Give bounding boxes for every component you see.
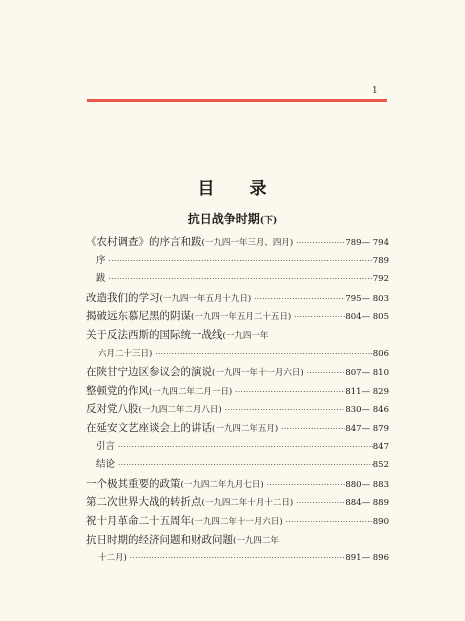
dot-leader bbox=[291, 308, 345, 326]
toc-subentry[interactable] bbox=[86, 438, 389, 457]
toc-entry-date: 十二月) bbox=[98, 553, 127, 564]
dot-leader bbox=[293, 234, 345, 252]
toc-entry-date: (一九四二年十一月六日) bbox=[191, 516, 283, 527]
dot-leader bbox=[152, 345, 372, 364]
dot-leader bbox=[115, 438, 373, 457]
dot-leader bbox=[115, 456, 373, 475]
toc-entry-title: 揭破远东慕尼黑的阴谋 bbox=[86, 310, 191, 323]
toc-entry-date: (一九四二年五月) bbox=[212, 423, 279, 434]
toc-entry-continuation[interactable] bbox=[86, 345, 389, 364]
dot-leader bbox=[127, 549, 346, 568]
dot-leader bbox=[106, 252, 373, 271]
toc-entry-pages: 792 bbox=[372, 274, 389, 285]
toc-entry[interactable] bbox=[86, 512, 389, 531]
dot-leader bbox=[232, 383, 345, 401]
toc-entry-pages: 880— 883 bbox=[345, 479, 389, 490]
toc-entry[interactable] bbox=[86, 419, 389, 438]
toc-entry-title: 序 bbox=[96, 254, 106, 266]
toc-entry[interactable] bbox=[86, 233, 389, 252]
toc-entry-date: (一九四二年二月八日) bbox=[138, 405, 222, 416]
toc-entry-title: 一个极其重要的政策 bbox=[86, 477, 181, 490]
page-title bbox=[0, 174, 465, 199]
dot-leader bbox=[293, 494, 345, 512]
toc-entry-date: (一九四二年十月十二日) bbox=[201, 498, 294, 509]
toc-entry-pages: 890 bbox=[372, 516, 389, 527]
section-title-suffix: (下) bbox=[259, 216, 278, 226]
toc-list bbox=[86, 233, 389, 568]
dot-leader bbox=[251, 290, 345, 308]
toc-entry-pages: 811— 829 bbox=[345, 386, 389, 397]
toc-entry-date: (一九四一年三月、四月) bbox=[201, 238, 294, 248]
toc-entry-pages: 830— 846 bbox=[345, 405, 389, 416]
dot-leader bbox=[283, 513, 373, 531]
toc-entry-title: 引言 bbox=[96, 440, 116, 452]
toc-entry-pages: 884— 889 bbox=[345, 498, 389, 509]
toc-entry[interactable] bbox=[86, 475, 389, 494]
toc-entry-title: 跋 bbox=[96, 273, 106, 285]
section-title bbox=[0, 210, 465, 227]
toc-entry-title: 抗日时期的经济问题和财政问题 bbox=[86, 533, 233, 546]
dot-leader bbox=[264, 476, 346, 494]
header-rule bbox=[87, 99, 387, 102]
toc-entry-pages: 795— 803 bbox=[345, 293, 389, 304]
toc-entry-date: (一九四一年五月十九日) bbox=[159, 293, 252, 304]
toc-entry-pages: 789 bbox=[372, 255, 389, 266]
toc-entry-pages: 847 bbox=[372, 441, 389, 452]
toc-entry-date: (一九四一年五月二十五日) bbox=[191, 312, 292, 323]
toc-entry[interactable] bbox=[86, 307, 389, 326]
toc-entry[interactable] bbox=[86, 493, 389, 512]
title-char-1: 目 bbox=[197, 179, 216, 199]
toc-entry-date: (一九四一年 bbox=[222, 330, 269, 341]
toc-entry-date: (一九四二年九月七日) bbox=[180, 479, 264, 490]
toc-entry-date: (一九四一年十一月六日) bbox=[212, 368, 304, 379]
toc-entry-pages: 807— 810 bbox=[345, 368, 389, 379]
toc-entry-pages: 891— 896 bbox=[345, 553, 389, 564]
toc-entry-date: 六月二十三日) bbox=[98, 348, 153, 359]
dot-leader bbox=[222, 401, 346, 419]
toc-entry-pages: 789— 794 bbox=[345, 238, 389, 248]
toc-entry-title: 整顿党的作风 bbox=[86, 384, 149, 397]
toc-entry-title: 《农村调查》的序言和跋 bbox=[86, 236, 202, 248]
page-number: 1 bbox=[372, 86, 378, 96]
toc-subentry[interactable] bbox=[86, 456, 389, 475]
toc-entry-pages: 806 bbox=[372, 348, 389, 359]
toc-entry-title: 反对党八股 bbox=[86, 403, 139, 416]
toc-entry[interactable] bbox=[86, 400, 389, 419]
toc-entry-title: 关于反法西斯的国际统一战线 bbox=[86, 328, 223, 341]
toc-subentry[interactable] bbox=[86, 270, 389, 289]
toc-entry-title: 在陕甘宁边区参议会的演说 bbox=[86, 366, 212, 379]
toc-entry-date: (一九四二年 bbox=[233, 535, 279, 546]
toc-entry-continuation[interactable] bbox=[86, 549, 389, 568]
toc-entry[interactable] bbox=[86, 289, 389, 308]
toc-entry-pages: 847— 879 bbox=[345, 423, 389, 434]
toc-entry-title: 在延安文艺座谈会上的讲话 bbox=[86, 421, 212, 434]
section-title-text: 抗日战争时期 bbox=[187, 212, 260, 226]
toc-entry-title: 结论 bbox=[96, 459, 116, 471]
toc-entry-date: (一九四二年二月一日) bbox=[149, 386, 233, 397]
toc-entry[interactable] bbox=[86, 326, 389, 345]
dot-leader bbox=[106, 270, 373, 289]
dot-leader bbox=[278, 420, 345, 438]
toc-entry[interactable] bbox=[86, 531, 389, 550]
toc-entry-title: 改造我们的学习 bbox=[86, 291, 160, 304]
toc-subentry[interactable] bbox=[86, 252, 389, 271]
title-char-2: 录 bbox=[249, 179, 268, 199]
toc-entry-pages: 804— 805 bbox=[345, 312, 389, 323]
toc-entry[interactable] bbox=[86, 363, 389, 382]
toc-entry[interactable] bbox=[86, 382, 389, 401]
toc-entry-title: 第二次世界大战的转折点 bbox=[86, 496, 202, 509]
dot-leader bbox=[304, 364, 346, 382]
toc-entry-pages: 852 bbox=[372, 460, 389, 471]
toc-entry-title: 祝十月革命二十五周年 bbox=[86, 514, 191, 527]
